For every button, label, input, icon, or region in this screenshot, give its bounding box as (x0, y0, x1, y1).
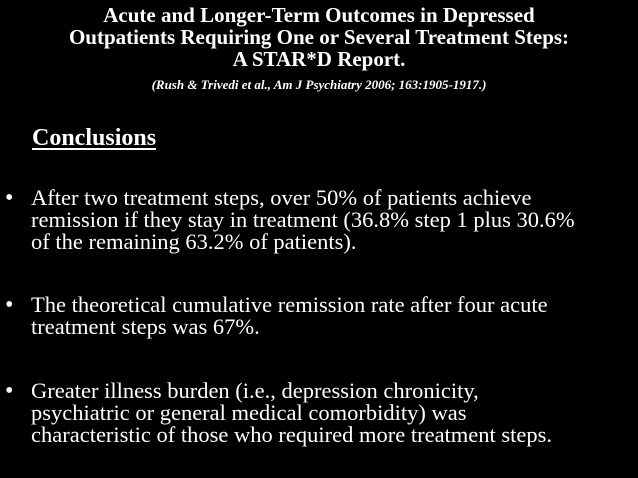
bullet-text: After two treatment steps, over 50% of patients achieve remission if they stay in treatment (36.8% step 1 plus 30.6% of the remaining 63.2% of patients). (31, 185, 575, 254)
slide-title (0, 4, 638, 70)
citation: (Rush & Trivedi et al., Am J Psychiatry 2006; 163:1905-1917.) (151, 77, 487, 92)
section-heading: Conclusions (32, 125, 157, 151)
bullet-icon: • (5, 378, 14, 404)
title-line: Outpatients Requiring One or Several Treatment Steps: (68, 25, 570, 49)
title-line: Acute and Longer-Term Outcomes in Depressed (103, 3, 535, 27)
bullet-icon: • (5, 292, 14, 318)
bullet-icon: • (5, 185, 14, 211)
title-line: A STAR*D Report. (232, 47, 406, 71)
bullet-text: Greater illness burden (i.e., depression chronicity, psychiatric or general medical comorbidity) was characteristic of those who required more treatment steps. (31, 378, 553, 447)
bullet-text: The theoretical cumulative remission rate after four acute treatment steps was 67%. (31, 292, 548, 339)
